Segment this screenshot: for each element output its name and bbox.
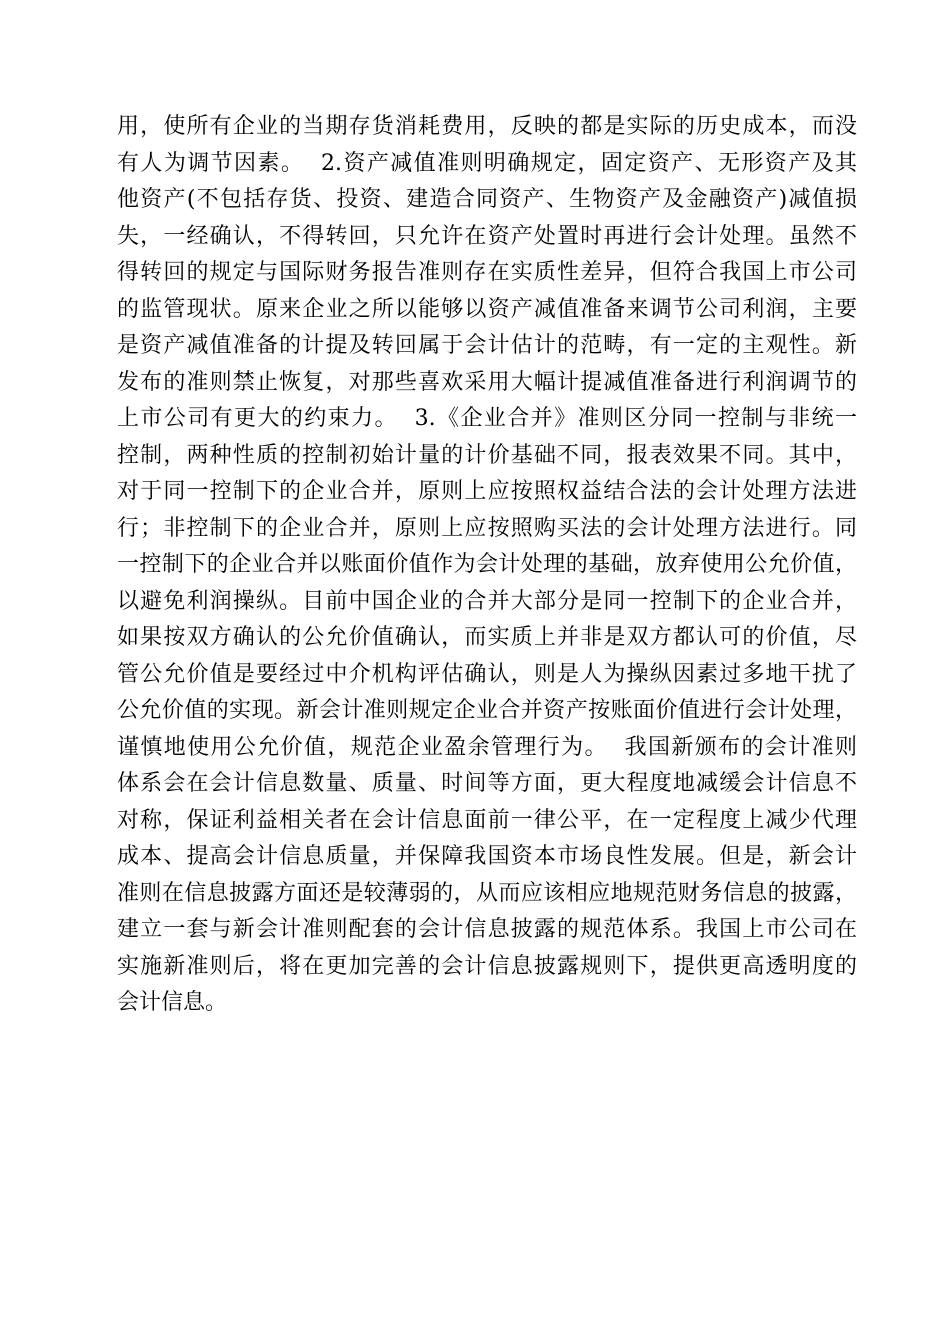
text-line: 有人为调节因素。 2.资产减值准则明确规定，固定资产、无形资产及其	[117, 150, 857, 176]
text-line: 实施新准则后，将在更加完善的会计信息披露规则下，提供更高透明度的	[117, 953, 857, 979]
text-line: 失，一经确认，不得转回，只允许在资产处置时再进行会计处理。虽然不	[117, 223, 857, 249]
body-text	[117, 109, 857, 1022]
text-line: 谨慎地使用公允价值，规范企业盈余管理行为。 我国新颁布的会计准则	[117, 734, 857, 760]
text-line: 是资产减值准备的计提及转回属于会计估计的范畴，有一定的主观性。新	[117, 333, 857, 358]
text-line: 对称，保证利益相关者在会计信息面前一律公平，在一定程度上减少代理	[117, 807, 857, 833]
text-line: 如果按双方确认的公允价值确认，而实质上并非是双方都认可的价值，尽	[117, 625, 857, 650]
text-line: 体系会在会计信息数量、质量、时间等方面，更大程度地减缓会计信息不	[117, 771, 857, 796]
text-line: 成本、提高会计信息质量，并保障我国资本市场良性发展。但是，新会计	[117, 844, 857, 869]
text-line: 管公允价值是要经过中介机构评估确认，则是人为操纵因素过多地干扰了	[117, 661, 857, 687]
text-line: 发布的准则禁止恢复，对那些喜欢采用大幅计提减值准备进行利润调节的	[117, 369, 857, 395]
text-line: 上市公司有更大的约束力。 3.《企业合并》准则区分同一控制与非统一	[117, 406, 857, 431]
text-line: 会计信息。	[117, 990, 228, 1015]
text-line: 得转回的规定与国际财务报告准则存在实质性差异，但符合我国上市公司	[117, 260, 857, 285]
text-line: 控制，两种性质的控制初始计量的计价基础不同，报表效果不同。其中，	[117, 442, 857, 468]
text-line: 准则在信息披露方面还是较薄弱的，从而应该相应地规范财务信息的披露，	[117, 880, 857, 906]
text-line: 公允价值的实现。新会计准则规定企业合并资产按账面价值进行会计处理，	[117, 698, 857, 723]
text-line: 建立一套与新会计准则配套的会计信息披露的规范体系。我国上市公司在	[117, 917, 857, 942]
text-line: 用，使所有企业的当期存货消耗费用，反映的都是实际的历史成本，而没	[117, 114, 857, 139]
text-line: 的监管现状。原来企业之所以能够以资产减值准备来调节公司利润，主要	[117, 296, 857, 322]
text-line: 以避免利润操纵。目前中国企业的合并大部分是同一控制下的企业合并，	[117, 588, 857, 614]
text-line: 一控制下的企业合并以账面价值作为会计处理的基础，放弃使用公允价值，	[117, 552, 857, 577]
text-line: 行；非控制下的企业合并，原则上应按照购买法的会计处理方法进行。同	[117, 515, 857, 541]
text-line: 他资产(不包括存货、投资、建造合同资产、生物资产及金融资产)减值损	[117, 187, 857, 212]
text-line: 对于同一控制下的企业合并，原则上应按照权益结合法的会计处理方法进	[117, 479, 857, 504]
